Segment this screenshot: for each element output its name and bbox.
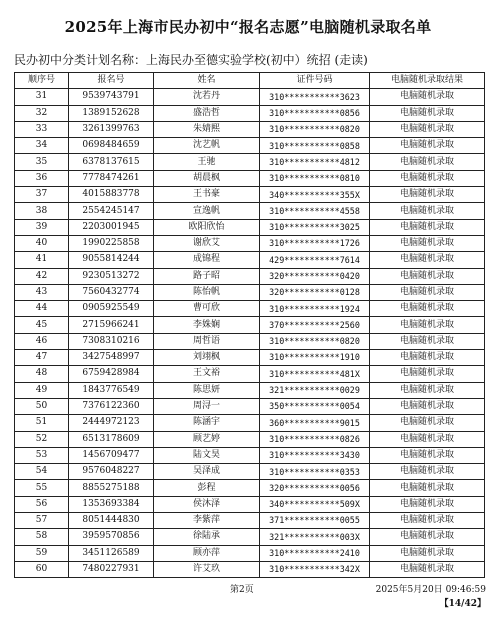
cell-registration-no: 0905925549 [69, 301, 154, 317]
cell-student-name: 王书豪 [154, 187, 260, 203]
table-row [15, 121, 485, 137]
table-row [15, 431, 485, 447]
cell-id-number: 310***********0858 [260, 138, 370, 154]
cell-result: 电脑随机录取 [370, 219, 485, 235]
cell-id-number: 310***********0856 [260, 105, 370, 121]
cell-seq: 52 [15, 431, 69, 447]
cell-student-name: 宣逸帆 [154, 203, 260, 219]
cell-registration-no: 1843776549 [69, 382, 154, 398]
cell-student-name: 成锦程 [154, 252, 260, 268]
cell-student-name: 顾艺婷 [154, 431, 260, 447]
cell-result: 电脑随机录取 [370, 154, 485, 170]
plan-subtitle: 民办初中分类计划名称：上海民办至德实验学校(初中）统招 (走读) [14, 53, 368, 67]
cell-id-number: 321***********003X [260, 529, 370, 545]
table-row [15, 513, 485, 529]
cell-seq: 41 [15, 252, 69, 268]
cell-seq: 43 [15, 284, 69, 300]
cell-seq: 54 [15, 464, 69, 480]
cell-seq: 34 [15, 138, 69, 154]
cell-student-name: 胡晨枫 [154, 170, 260, 186]
table-row [15, 170, 485, 186]
cell-registration-no: 8051444830 [69, 513, 154, 529]
cell-id-number: 340***********355X [260, 187, 370, 203]
cell-result: 电脑随机录取 [370, 447, 485, 463]
table-row [15, 235, 485, 251]
table-body [15, 89, 485, 578]
cell-id-number: 350***********0054 [260, 398, 370, 414]
page-title: 2025年上海市民办初中“报名志愿”电脑随机录取名单 [64, 18, 432, 36]
cell-result: 电脑随机录取 [370, 431, 485, 447]
cell-id-number: 340***********509X [260, 496, 370, 512]
cell-id-number: 320***********0128 [260, 284, 370, 300]
cell-result: 电脑随机录取 [370, 89, 485, 105]
cell-student-name: 欧阳欣怡 [154, 219, 260, 235]
cell-result: 电脑随机录取 [370, 170, 485, 186]
column-header-name: 姓名 [154, 73, 260, 89]
cell-student-name: 王驰 [154, 154, 260, 170]
cell-registration-no: 7778474261 [69, 170, 154, 186]
cell-student-name: 朱婧熙 [154, 121, 260, 137]
table-row [15, 545, 485, 561]
cell-id-number: 321***********0029 [260, 382, 370, 398]
table-row [15, 105, 485, 121]
cell-student-name: 陆文昊 [154, 447, 260, 463]
admission-table [14, 72, 485, 578]
cell-seq: 57 [15, 513, 69, 529]
cell-student-name: 徐陆承 [154, 529, 260, 545]
cell-id-number: 310***********1924 [260, 301, 370, 317]
cell-result: 电脑随机录取 [370, 415, 485, 431]
table-row [15, 464, 485, 480]
table-row [15, 138, 485, 154]
column-header-result: 电脑随机录取结果 [370, 73, 485, 89]
cell-seq: 58 [15, 529, 69, 545]
table-row [15, 252, 485, 268]
cell-id-number: 360***********9015 [260, 415, 370, 431]
cell-id-number: 310***********481X [260, 366, 370, 382]
cell-result: 电脑随机录取 [370, 366, 485, 382]
cell-registration-no: 6759428984 [69, 366, 154, 382]
cell-id-number: 310***********1726 [260, 235, 370, 251]
cell-id-number: 320***********0056 [260, 480, 370, 496]
table-row [15, 333, 485, 349]
cell-id-number: 371***********0055 [260, 513, 370, 529]
cell-registration-no: 3451126589 [69, 545, 154, 561]
cell-registration-no: 9539743791 [69, 89, 154, 105]
cell-result: 电脑随机录取 [370, 496, 485, 512]
cell-seq: 49 [15, 382, 69, 398]
table-row [15, 219, 485, 235]
table-row [15, 154, 485, 170]
cell-registration-no: 7308310216 [69, 333, 154, 349]
table-row [15, 317, 485, 333]
cell-id-number: 429***********7614 [260, 252, 370, 268]
cell-result: 电脑随机录取 [370, 187, 485, 203]
table-row [15, 529, 485, 545]
cell-registration-no: 1990225858 [69, 235, 154, 251]
table-row [15, 480, 485, 496]
cell-registration-no: 2444972123 [69, 415, 154, 431]
cell-student-name: 李姝娴 [154, 317, 260, 333]
cell-seq: 47 [15, 350, 69, 366]
cell-seq: 48 [15, 366, 69, 382]
column-header-id: 证件号码 [260, 73, 370, 89]
cell-registration-no: 6378137615 [69, 154, 154, 170]
cell-registration-no: 2554245147 [69, 203, 154, 219]
cell-id-number: 310***********0820 [260, 121, 370, 137]
cell-seq: 53 [15, 447, 69, 463]
cell-seq: 59 [15, 545, 69, 561]
cell-id-number: 310***********0826 [260, 431, 370, 447]
cell-result: 电脑随机录取 [370, 350, 485, 366]
cell-registration-no: 9055814244 [69, 252, 154, 268]
cell-student-name: 吴泽成 [154, 464, 260, 480]
cell-result: 电脑随机录取 [370, 382, 485, 398]
cell-student-name: 陈涵宇 [154, 415, 260, 431]
cell-registration-no: 2203001945 [69, 219, 154, 235]
cell-student-name: 顾亦萍 [154, 545, 260, 561]
cell-registration-no: 0698484659 [69, 138, 154, 154]
cell-seq: 60 [15, 561, 69, 577]
cell-student-name: 许艾玖 [154, 561, 260, 577]
table-row [15, 496, 485, 512]
cell-seq: 33 [15, 121, 69, 137]
cell-registration-no: 8855275188 [69, 480, 154, 496]
cell-result: 电脑随机录取 [370, 398, 485, 414]
cell-result: 电脑随机录取 [370, 138, 485, 154]
cell-result: 电脑随机录取 [370, 529, 485, 545]
cell-seq: 42 [15, 268, 69, 284]
cell-seq: 55 [15, 480, 69, 496]
cell-student-name: 陈怡帆 [154, 284, 260, 300]
cell-student-name: 周浔一 [154, 398, 260, 414]
cell-seq: 56 [15, 496, 69, 512]
table-row [15, 561, 485, 577]
cell-student-name: 沈若丹 [154, 89, 260, 105]
cell-result: 电脑随机录取 [370, 284, 485, 300]
table-row [15, 268, 485, 284]
table-row [15, 366, 485, 382]
cell-result: 电脑随机录取 [370, 121, 485, 137]
cell-registration-no: 9230513272 [69, 268, 154, 284]
cell-id-number: 310***********0820 [260, 333, 370, 349]
cell-registration-no: 3427548997 [69, 350, 154, 366]
cell-id-number: 310***********0353 [260, 464, 370, 480]
cell-result: 电脑随机录取 [370, 301, 485, 317]
cell-result: 电脑随机录取 [370, 513, 485, 529]
cell-id-number: 370***********2560 [260, 317, 370, 333]
table-row [15, 203, 485, 219]
table-row [15, 187, 485, 203]
cell-result: 电脑随机录取 [370, 235, 485, 251]
table-row [15, 301, 485, 317]
cell-student-name: 刘翊枫 [154, 350, 260, 366]
cell-registration-no: 7560432774 [69, 284, 154, 300]
cell-student-name: 路子昭 [154, 268, 260, 284]
cell-result: 电脑随机录取 [370, 317, 485, 333]
cell-id-number: 310***********0810 [260, 170, 370, 186]
cell-result: 电脑随机录取 [370, 252, 485, 268]
cell-student-name: 谢欣艾 [154, 235, 260, 251]
cell-id-number: 310***********3025 [260, 219, 370, 235]
cell-seq: 36 [15, 170, 69, 186]
cell-seq: 35 [15, 154, 69, 170]
table-row [15, 89, 485, 105]
cell-id-number: 310***********4812 [260, 154, 370, 170]
cell-seq: 32 [15, 105, 69, 121]
cell-result: 电脑随机录取 [370, 105, 485, 121]
cell-id-number: 320***********0420 [260, 268, 370, 284]
column-header-seq: 顺序号 [15, 73, 69, 89]
cell-student-name: 陈思妍 [154, 382, 260, 398]
cell-seq: 31 [15, 89, 69, 105]
cell-seq: 39 [15, 219, 69, 235]
cell-seq: 46 [15, 333, 69, 349]
table-row [15, 284, 485, 300]
cell-registration-no: 7480227931 [69, 561, 154, 577]
cell-id-number: 310***********342X [260, 561, 370, 577]
cell-result: 电脑随机录取 [370, 545, 485, 561]
cell-seq: 51 [15, 415, 69, 431]
cell-registration-no: 1353693384 [69, 496, 154, 512]
table-row [15, 350, 485, 366]
column-header-reg: 报名号 [69, 73, 154, 89]
cell-seq: 40 [15, 235, 69, 251]
cell-student-name: 沈艺帆 [154, 138, 260, 154]
cell-registration-no: 4015883778 [69, 187, 154, 203]
cell-id-number: 310***********2410 [260, 545, 370, 561]
cell-registration-no: 9576048227 [69, 464, 154, 480]
cell-seq: 38 [15, 203, 69, 219]
cell-student-name: 周哲语 [154, 333, 260, 349]
cell-registration-no: 3261399763 [69, 121, 154, 137]
cell-student-name: 侯沐泽 [154, 496, 260, 512]
cell-student-name: 王文裕 [154, 366, 260, 382]
cell-id-number: 310***********1910 [260, 350, 370, 366]
cell-result: 电脑随机录取 [370, 480, 485, 496]
page-number: 第2页 [230, 585, 254, 595]
cell-registration-no: 1389152628 [69, 105, 154, 121]
cell-student-name: 李紫萍 [154, 513, 260, 529]
table-row [15, 382, 485, 398]
cell-registration-no: 3959570856 [69, 529, 154, 545]
cell-student-name: 彭程 [154, 480, 260, 496]
cell-registration-no: 1456709477 [69, 447, 154, 463]
table-row [15, 398, 485, 414]
table-row [15, 447, 485, 463]
cell-result: 电脑随机录取 [370, 333, 485, 349]
cell-registration-no: 6513178609 [69, 431, 154, 447]
cell-result: 电脑随机录取 [370, 561, 485, 577]
cell-result: 电脑随机录取 [370, 464, 485, 480]
page-count: 【14/42】 [439, 599, 486, 609]
cell-seq: 45 [15, 317, 69, 333]
cell-student-name: 曹可欣 [154, 301, 260, 317]
cell-student-name: 盛浩哲 [154, 105, 260, 121]
cell-seq: 37 [15, 187, 69, 203]
table-header-row [15, 73, 485, 89]
table-row [15, 415, 485, 431]
cell-registration-no: 7376122360 [69, 398, 154, 414]
cell-id-number: 310***********4558 [260, 203, 370, 219]
cell-id-number: 310***********3430 [260, 447, 370, 463]
cell-result: 电脑随机录取 [370, 268, 485, 284]
cell-result: 电脑随机录取 [370, 203, 485, 219]
cell-id-number: 310***********3623 [260, 89, 370, 105]
cell-seq: 50 [15, 398, 69, 414]
cell-registration-no: 2715966241 [69, 317, 154, 333]
print-timestamp: 2025年5月20日 09:46:59 [375, 585, 486, 595]
cell-seq: 44 [15, 301, 69, 317]
